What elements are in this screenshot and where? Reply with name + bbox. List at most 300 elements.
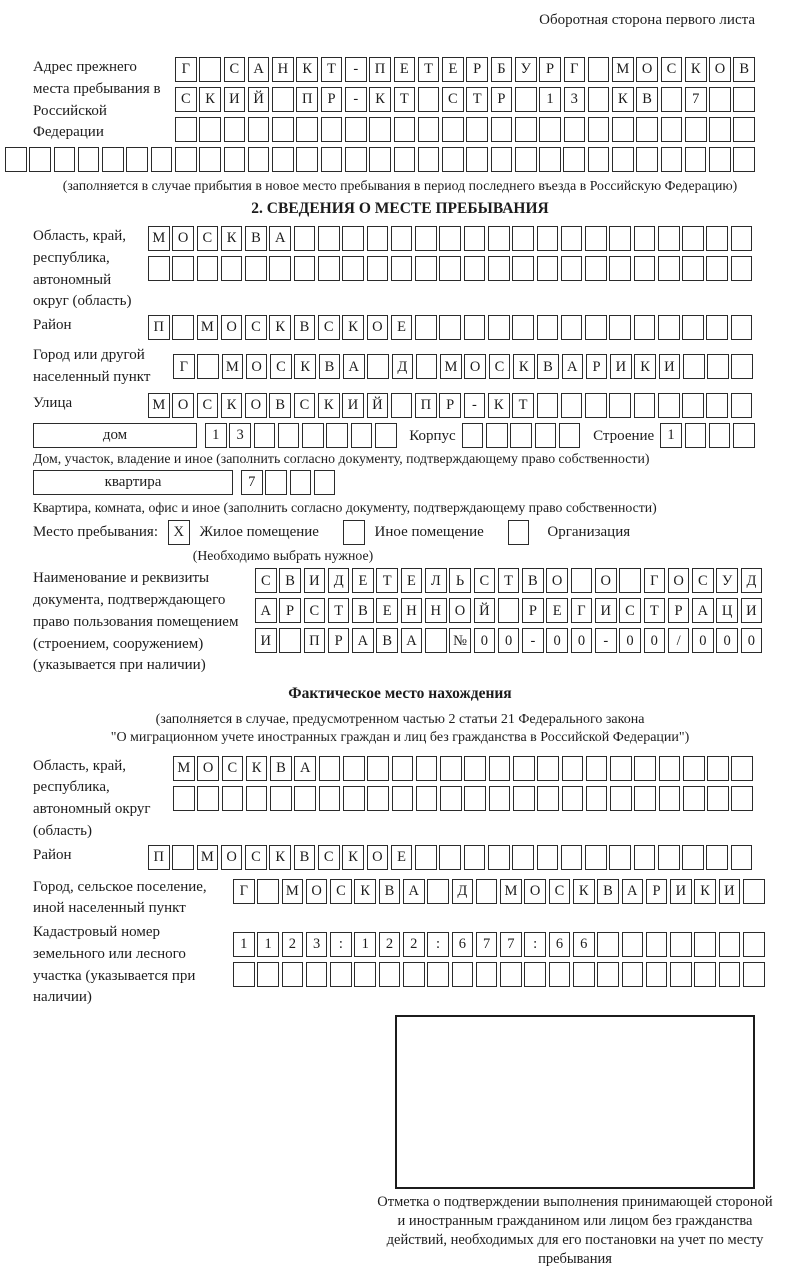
char-box[interactable] [512,845,534,870]
char-box[interactable]: М [148,393,170,418]
char-box[interactable] [610,786,632,811]
char-box[interactable]: 1 [257,932,279,957]
char-box[interactable]: Г [644,568,666,593]
char-box[interactable] [706,315,728,340]
char-box[interactable] [488,845,510,870]
char-box[interactable]: Р [522,598,544,623]
char-box[interactable] [489,756,511,781]
char-box[interactable]: С [255,568,277,593]
char-box[interactable]: О [524,879,546,904]
char-box[interactable] [488,226,510,251]
char-box[interactable] [682,226,704,251]
char-box[interactable] [709,147,731,172]
char-box[interactable]: Е [394,57,416,82]
house-type-field[interactable] [33,423,197,448]
char-box[interactable] [731,786,753,811]
char-box[interactable]: : [427,932,449,957]
char-box[interactable] [272,117,294,142]
char-box[interactable]: В [537,354,559,379]
char-box[interactable]: М [440,354,462,379]
char-box[interactable]: У [515,57,537,82]
char-box[interactable] [683,756,705,781]
char-box[interactable] [199,57,221,82]
char-box[interactable]: Н [272,57,294,82]
char-box[interactable] [319,786,341,811]
char-box[interactable]: К [269,845,291,870]
char-box[interactable]: Р [668,598,690,623]
char-box[interactable] [682,256,704,281]
char-box[interactable] [658,226,680,251]
char-box[interactable] [379,962,401,987]
char-box[interactable]: 1 [205,423,227,448]
char-box[interactable]: Р [439,393,461,418]
char-box[interactable]: А [269,226,291,251]
char-box[interactable] [659,756,681,781]
char-box[interactable]: А [352,628,374,653]
char-box[interactable]: Р [539,57,561,82]
char-box[interactable]: К [369,87,391,112]
char-box[interactable] [709,423,731,448]
char-box[interactable] [683,786,705,811]
char-box[interactable]: О [464,354,486,379]
char-box[interactable] [612,147,634,172]
char-box[interactable]: В [379,879,401,904]
char-box[interactable] [588,117,610,142]
char-box[interactable] [351,423,373,448]
char-box[interactable] [233,962,255,987]
char-box[interactable] [561,315,583,340]
char-box[interactable] [597,962,619,987]
char-box[interactable] [416,786,438,811]
char-box[interactable]: 0 [716,628,738,653]
char-box[interactable] [343,756,365,781]
char-box[interactable] [585,845,607,870]
char-box[interactable] [561,393,583,418]
char-box[interactable]: О [245,393,267,418]
char-box[interactable] [537,315,559,340]
char-box[interactable]: П [148,845,170,870]
char-box[interactable] [731,393,753,418]
char-box[interactable] [685,147,707,172]
char-box[interactable] [537,393,559,418]
char-box[interactable]: : [524,932,546,957]
char-box[interactable] [685,423,707,448]
char-box[interactable]: Д [452,879,474,904]
char-box[interactable] [403,962,425,987]
char-box[interactable]: К [296,57,318,82]
char-box[interactable]: И [610,354,632,379]
char-box[interactable] [321,117,343,142]
checkbox-organization[interactable] [508,520,530,545]
char-box[interactable] [391,226,413,251]
char-box[interactable]: И [741,598,763,623]
char-box[interactable] [489,786,511,811]
char-box[interactable] [245,256,267,281]
char-box[interactable] [173,786,195,811]
char-box[interactable] [636,147,658,172]
char-box[interactable]: Т [644,598,666,623]
char-box[interactable] [661,87,683,112]
char-box[interactable] [78,147,100,172]
char-box[interactable] [367,756,389,781]
char-box[interactable]: С [270,354,292,379]
char-box[interactable]: 6 [573,932,595,957]
char-box[interactable] [278,423,300,448]
char-box[interactable] [586,786,608,811]
char-box[interactable] [549,962,571,987]
char-box[interactable]: С [489,354,511,379]
char-box[interactable]: В [319,354,341,379]
char-box[interactable]: И [659,354,681,379]
char-box[interactable] [367,786,389,811]
char-box[interactable]: К [488,393,510,418]
char-box[interactable]: С [661,57,683,82]
char-box[interactable]: О [221,845,243,870]
char-box[interactable] [670,932,692,957]
char-box[interactable] [294,226,316,251]
char-box[interactable] [425,628,447,653]
char-box[interactable] [345,117,367,142]
char-box[interactable]: С [304,598,326,623]
char-box[interactable]: М [612,57,634,82]
char-box[interactable] [515,87,537,112]
char-box[interactable]: Й [248,87,270,112]
char-box[interactable] [222,786,244,811]
char-box[interactable] [367,226,389,251]
char-box[interactable]: В [294,315,316,340]
char-box[interactable]: Т [498,568,520,593]
char-box[interactable]: Ь [449,568,471,593]
char-box[interactable] [562,786,584,811]
char-box[interactable]: С [330,879,352,904]
char-box[interactable] [571,568,593,593]
char-box[interactable] [661,147,683,172]
char-box[interactable]: К [694,879,716,904]
char-box[interactable] [719,932,741,957]
char-box[interactable] [172,315,194,340]
char-box[interactable] [636,117,658,142]
char-box[interactable] [199,147,221,172]
char-box[interactable]: Р [279,598,301,623]
char-box[interactable]: 0 [692,628,714,653]
char-box[interactable] [257,879,279,904]
char-box[interactable]: Л [425,568,447,593]
char-box[interactable] [491,147,513,172]
char-box[interactable]: В [352,598,374,623]
char-box[interactable]: 6 [549,932,571,957]
char-box[interactable]: 3 [564,87,586,112]
char-box[interactable] [585,393,607,418]
char-box[interactable]: Т [466,87,488,112]
char-box[interactable] [416,756,438,781]
char-box[interactable]: О [546,568,568,593]
char-box[interactable] [585,315,607,340]
char-box[interactable] [290,470,312,495]
char-box[interactable]: К [246,756,268,781]
char-box[interactable]: И [670,879,692,904]
char-box[interactable] [466,117,488,142]
char-box[interactable]: М [222,354,244,379]
char-box[interactable] [391,256,413,281]
checkbox-other-premises[interactable] [343,520,365,545]
char-box[interactable]: А [248,57,270,82]
char-box[interactable]: 0 [498,628,520,653]
char-box[interactable] [265,470,287,495]
char-box[interactable] [294,786,316,811]
char-box[interactable]: 1 [539,87,561,112]
char-box[interactable]: И [342,393,364,418]
char-box[interactable] [394,147,416,172]
char-box[interactable]: В [636,87,658,112]
char-box[interactable] [488,315,510,340]
char-box[interactable]: С [619,598,641,623]
char-box[interactable] [175,147,197,172]
char-box[interactable] [658,845,680,870]
char-box[interactable] [415,256,437,281]
char-box[interactable] [296,147,318,172]
char-box[interactable]: 0 [571,628,593,653]
char-box[interactable]: - [464,393,486,418]
char-box[interactable] [743,962,765,987]
char-box[interactable] [354,962,376,987]
char-box[interactable]: Й [367,393,389,418]
char-box[interactable] [706,256,728,281]
char-box[interactable]: Г [571,598,593,623]
char-box[interactable]: Б [491,57,513,82]
char-box[interactable] [488,256,510,281]
char-box[interactable]: 2 [282,932,304,957]
char-box[interactable]: П [304,628,326,653]
char-box[interactable]: Е [546,598,568,623]
char-box[interactable]: И [304,568,326,593]
char-box[interactable] [394,117,416,142]
char-box[interactable] [464,315,486,340]
char-box[interactable] [224,147,246,172]
char-box[interactable] [634,845,656,870]
char-box[interactable] [439,315,461,340]
char-box[interactable]: О [668,568,690,593]
char-box[interactable] [367,256,389,281]
char-box[interactable]: К [221,393,243,418]
char-box[interactable] [248,147,270,172]
char-box[interactable] [539,117,561,142]
char-box[interactable]: О [709,57,731,82]
char-box[interactable]: Г [173,354,195,379]
char-box[interactable] [439,256,461,281]
char-box[interactable]: 0 [644,628,666,653]
char-box[interactable]: С [245,315,267,340]
char-box[interactable]: С [222,756,244,781]
char-box[interactable]: Т [418,57,440,82]
char-box[interactable]: 0 [741,628,763,653]
char-box[interactable] [682,845,704,870]
char-box[interactable] [612,117,634,142]
char-box[interactable]: А [562,354,584,379]
char-box[interactable] [321,147,343,172]
char-box[interactable]: Р [586,354,608,379]
char-box[interactable] [731,226,753,251]
char-box[interactable]: О [246,354,268,379]
char-box[interactable]: К [612,87,634,112]
char-box[interactable] [172,845,194,870]
char-box[interactable] [197,786,219,811]
char-box[interactable] [733,117,755,142]
char-box[interactable] [326,423,348,448]
char-box[interactable]: А [401,628,423,653]
char-box[interactable] [151,147,173,172]
char-box[interactable] [561,256,583,281]
char-box[interactable]: М [197,315,219,340]
char-box[interactable]: 2 [379,932,401,957]
char-box[interactable] [418,147,440,172]
char-box[interactable]: К [221,226,243,251]
char-box[interactable] [272,147,294,172]
char-box[interactable] [646,962,668,987]
char-box[interactable] [342,226,364,251]
char-box[interactable] [342,256,364,281]
char-box[interactable] [682,315,704,340]
char-box[interactable] [452,962,474,987]
char-box[interactable] [537,256,559,281]
char-box[interactable] [597,932,619,957]
char-box[interactable]: 2 [403,932,425,957]
char-box[interactable] [270,786,292,811]
char-box[interactable] [634,393,656,418]
char-box[interactable] [464,256,486,281]
char-box[interactable]: В [294,845,316,870]
char-box[interactable] [609,845,631,870]
char-box[interactable] [512,226,534,251]
char-box[interactable]: 1 [233,932,255,957]
char-box[interactable]: О [449,598,471,623]
char-box[interactable] [5,147,27,172]
char-box[interactable] [512,256,534,281]
char-box[interactable] [199,117,221,142]
char-box[interactable] [476,879,498,904]
char-box[interactable] [415,845,437,870]
char-box[interactable] [515,147,537,172]
char-box[interactable] [733,423,755,448]
char-box[interactable] [418,87,440,112]
char-box[interactable] [512,315,534,340]
char-box[interactable]: С [442,87,464,112]
char-box[interactable]: С [175,87,197,112]
char-box[interactable] [391,393,413,418]
char-box[interactable]: 1 [354,932,376,957]
char-box[interactable]: О [197,756,219,781]
char-box[interactable]: Р [328,628,350,653]
char-box[interactable]: К [513,354,535,379]
char-box[interactable]: 3 [229,423,251,448]
char-box[interactable]: Р [466,57,488,82]
char-box[interactable]: Ц [716,598,738,623]
char-box[interactable] [415,226,437,251]
char-box[interactable] [442,117,464,142]
char-box[interactable]: 7 [476,932,498,957]
char-box[interactable]: В [245,226,267,251]
char-box[interactable]: 7 [241,470,263,495]
char-box[interactable] [537,786,559,811]
char-box[interactable]: О [172,393,194,418]
char-box[interactable] [562,756,584,781]
char-box[interactable]: О [172,226,194,251]
char-box[interactable] [415,315,437,340]
char-box[interactable]: П [369,57,391,82]
char-box[interactable]: А [692,598,714,623]
char-box[interactable] [622,962,644,987]
char-box[interactable]: : [330,932,352,957]
char-box[interactable]: П [148,315,170,340]
char-box[interactable] [564,117,586,142]
char-box[interactable]: К [269,315,291,340]
char-box[interactable]: / [668,628,690,653]
char-box[interactable] [661,117,683,142]
char-box[interactable]: В [269,393,291,418]
char-box[interactable] [743,879,765,904]
char-box[interactable] [306,962,328,987]
char-box[interactable]: Р [321,87,343,112]
char-box[interactable] [707,756,729,781]
char-box[interactable] [609,226,631,251]
char-box[interactable] [282,962,304,987]
char-box[interactable] [733,147,755,172]
char-box[interactable] [224,117,246,142]
char-box[interactable]: 6 [452,932,474,957]
char-box[interactable]: - [345,57,367,82]
char-box[interactable] [486,423,508,448]
char-box[interactable] [619,568,641,593]
char-box[interactable] [731,354,753,379]
char-box[interactable] [246,786,268,811]
char-box[interactable] [464,845,486,870]
char-box[interactable] [439,845,461,870]
char-box[interactable] [343,786,365,811]
char-box[interactable]: М [173,756,195,781]
char-box[interactable] [694,932,716,957]
char-box[interactable]: И [719,879,741,904]
char-box[interactable]: Д [741,568,763,593]
char-box[interactable] [148,256,170,281]
char-box[interactable] [29,147,51,172]
char-box[interactable] [248,117,270,142]
char-box[interactable]: Р [646,879,668,904]
char-box[interactable] [658,393,680,418]
char-box[interactable]: К [342,845,364,870]
char-box[interactable]: С [549,879,571,904]
char-box[interactable] [731,756,753,781]
char-box[interactable] [634,756,656,781]
char-box[interactable]: Е [376,598,398,623]
char-box[interactable]: 3 [306,932,328,957]
char-box[interactable] [634,256,656,281]
char-box[interactable] [706,845,728,870]
char-box[interactable] [731,256,753,281]
char-box[interactable] [254,423,276,448]
char-box[interactable]: 1 [660,423,682,448]
char-box[interactable] [685,117,707,142]
char-box[interactable] [175,117,197,142]
char-box[interactable]: - [595,628,617,653]
char-box[interactable]: С [245,845,267,870]
char-box[interactable]: С [224,57,246,82]
char-box[interactable]: 0 [546,628,568,653]
char-box[interactable]: Т [321,57,343,82]
char-box[interactable] [539,147,561,172]
char-box[interactable]: С [474,568,496,593]
char-box[interactable] [683,354,705,379]
char-box[interactable] [537,845,559,870]
char-box[interactable]: П [415,393,437,418]
